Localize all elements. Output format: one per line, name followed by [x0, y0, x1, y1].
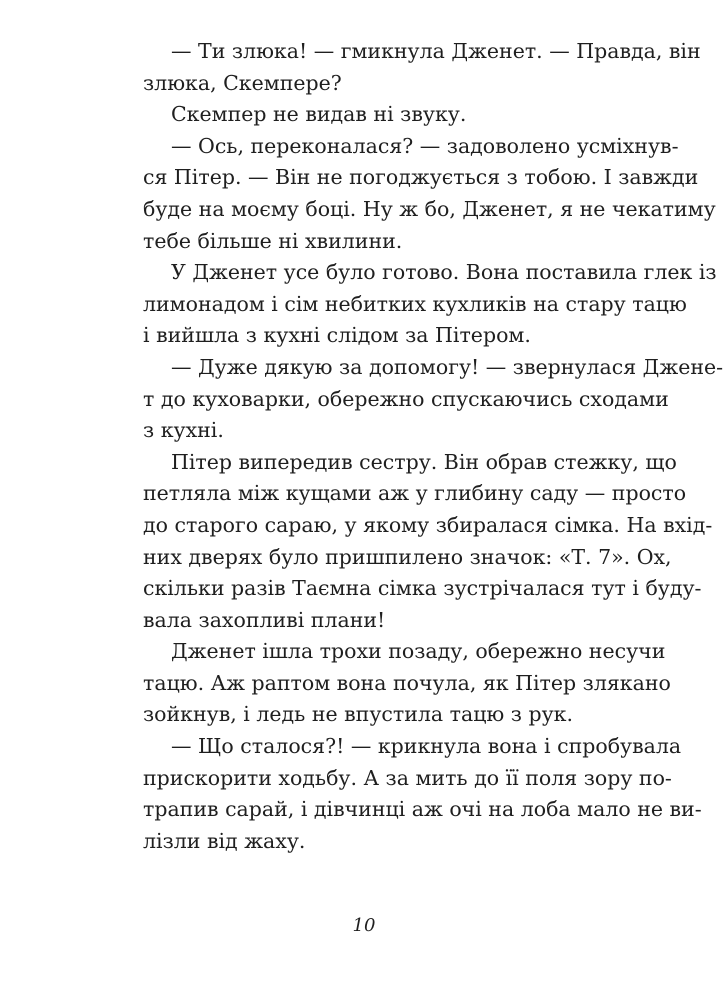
text-line: петляла між кущами аж у глибину саду — просто: [143, 481, 687, 506]
paragraph: [115, 352, 724, 447]
paragraph: [115, 131, 716, 257]
text-line: У Дженет усе було готово. Вона поставила глек із: [171, 260, 717, 285]
text-line: тебе більше ні хвилини.: [143, 228, 403, 253]
text-line: вала захопливі плани!: [143, 607, 386, 632]
body-text: [115, 36, 724, 857]
page-number: 10: [352, 915, 376, 936]
text-line: ся Пітер. — Він не погоджується з тобою. І завжди: [143, 165, 699, 190]
text-line: — Ось, переконалася? — задоволено усміхнув-: [171, 133, 679, 158]
text-line: буде на моєму боці. Ну ж бо, Дженет, я не чекатиму: [143, 196, 716, 221]
text-line: прискорити ходьбу. А за мить до її поля зору по-: [143, 765, 672, 790]
text-line: трапив сарай, і дівчинці аж очі на лоба мало не ви-: [143, 797, 702, 822]
text-line: — Що сталося?! — крикнула вона і спробувала: [171, 734, 682, 759]
text-line: тацю. Аж раптом вона почула, як Пітер злякано: [143, 670, 671, 695]
text-line: Дженет ішла трохи позаду, обережно несучи: [171, 639, 666, 664]
paragraph: [115, 447, 713, 637]
paragraph: [115, 36, 701, 99]
paragraph: [115, 731, 702, 857]
text-line: з кухні.: [143, 418, 224, 443]
text-line: лимонадом і сім небитких кухликів на стару тацю: [143, 291, 687, 316]
paragraph: [115, 257, 717, 352]
text-line: Пітер випередив сестру. Він обрав стежку, що: [171, 449, 677, 474]
text-line: і вийшла з кухні слідом за Пітером.: [143, 323, 531, 348]
text-line: т до куховарки, обережно спускаючись сходами: [143, 386, 669, 411]
text-line: них дверях було пришпилено значок: «Т. 7». Ох,: [143, 544, 672, 569]
text-line: лізли від жаху.: [143, 828, 306, 853]
text-line: злюка, Скемпере?: [143, 70, 342, 95]
text-line: зойкнув, і ледь не впустила тацю з рук.: [143, 702, 573, 727]
paragraph: [115, 99, 640, 131]
text-line: Скемпер не видав ні звуку.: [171, 102, 467, 127]
text-line: — Дуже дякую за допомогу! — звернулася Джене-: [171, 354, 724, 379]
text-line: — Ти злюка! — гмикнула Дженет. — Правда, він: [171, 39, 701, 63]
text-line: до старого сараю, у якому збиралася сімка. На вхід-: [143, 512, 713, 537]
paragraph: [115, 636, 671, 731]
text-line: скільки разів Таємна сімка зустрічалася тут і буду-: [143, 576, 702, 601]
